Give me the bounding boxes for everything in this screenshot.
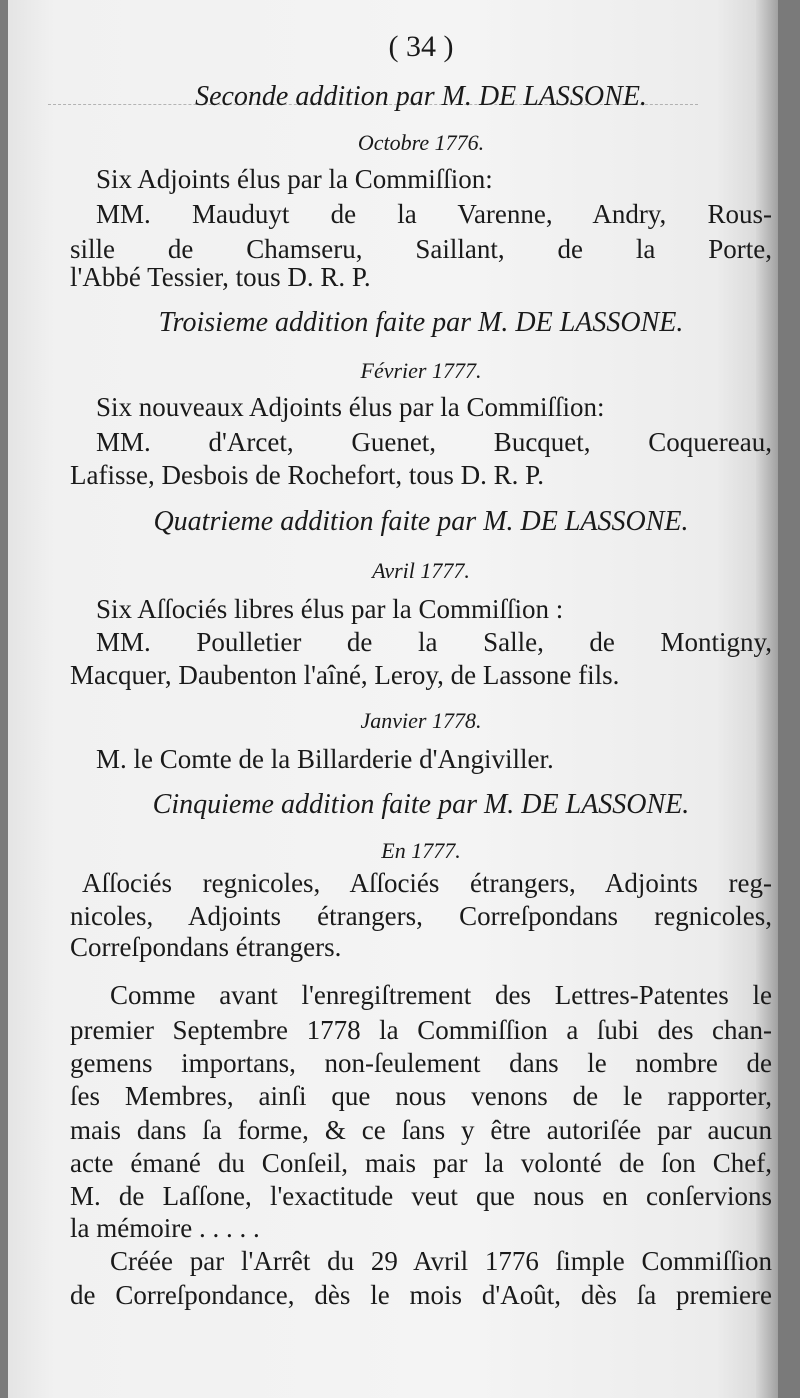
- text-line: sille de Chamseru, Saillant, de la Porte,: [70, 234, 772, 264]
- text-line: Aſſociés regnicoles, Aſſociés étrangers, Adjoints reg-: [82, 868, 772, 898]
- paragraph-line: la mémoire . . . . .: [70, 1213, 260, 1243]
- text-line: Six nouveaux Adjoints élus par la Commiſſion:: [96, 392, 605, 422]
- section-date-5: En 1777.: [381, 838, 461, 863]
- section-heading-5: Cinquieme addition faite par M. DE LASSONE.: [152, 789, 690, 820]
- section-heading-3: Troisieme addition faite par M. DE LASSONE.: [158, 307, 684, 338]
- section-heading-2: Seconde addition par M. DE LASSONE.: [195, 81, 647, 112]
- paragraph-line: de Correſpondance, dès le mois d'Août, dès ſa premiere: [70, 1280, 772, 1310]
- section-date-3: Février 1777.: [360, 358, 482, 383]
- paragraph-line: gemens importans, non-ſeulement dans le nombre de: [70, 1048, 772, 1078]
- text-line: MM. Mauduyt de la Varenne, Andry, Rous-: [96, 199, 772, 229]
- text-line: Six Aſſociés libres élus par la Commiſſion :: [96, 594, 564, 624]
- book-page: [8, 0, 778, 1398]
- paragraph-line: acte émané du Conſeil, mais par la volonté de ſon Chef,: [70, 1148, 772, 1178]
- text-line: Six Adjoints élus par la Commiſſion:: [96, 164, 493, 194]
- paragraph-line: Créée par l'Arrêt du 29 Avril 1776 ſimple Commiſſion: [110, 1246, 772, 1276]
- section-heading-4: Quatrieme addition faite par M. DE LASSONE.: [153, 506, 689, 537]
- paragraph-line: Comme avant l'enregiſtrement des Lettres-Patentes le: [110, 980, 772, 1010]
- section-date-4: Avril 1777.: [372, 558, 470, 583]
- text-line: MM. Poulletier de la Salle, de Montigny,: [96, 627, 772, 657]
- text-line: Correſpondans étrangers.: [70, 932, 342, 962]
- text-line: Lafisse, Desbois de Rochefort, tous D. R. P.: [70, 460, 544, 490]
- page-number: ( 34 ): [388, 30, 454, 63]
- paragraph-line: M. de Laſſone, l'exactitude veut que nous en conſervions: [70, 1181, 772, 1211]
- section-date-2: Octobre 1776.: [357, 130, 485, 155]
- paragraph-line: mais dans ſa forme, & ce ſans y être autoriſée par aucun: [70, 1115, 772, 1145]
- text-line: MM. d'Arcet, Guenet, Bucquet, Coquereau,: [96, 427, 772, 457]
- section-date-extra: Janvier 1778.: [360, 708, 482, 733]
- text-line: Macquer, Daubenton l'aîné, Leroy, de Lassone fils.: [70, 660, 620, 690]
- text-line: nicoles, Adjoints étrangers, Correſpondans regnicoles,: [70, 901, 772, 931]
- paragraph-line: premier Septembre 1778 la Commiſſion a ſubi des chan-: [70, 1015, 772, 1045]
- text-line: M. le Comte de la Billarderie d'Angiviller.: [96, 744, 554, 774]
- paragraph-line: ſes Membres, ainſi que nous venons de le rapporter,: [70, 1081, 772, 1111]
- text-line: l'Abbé Tessier, tous D. R. P.: [70, 262, 371, 292]
